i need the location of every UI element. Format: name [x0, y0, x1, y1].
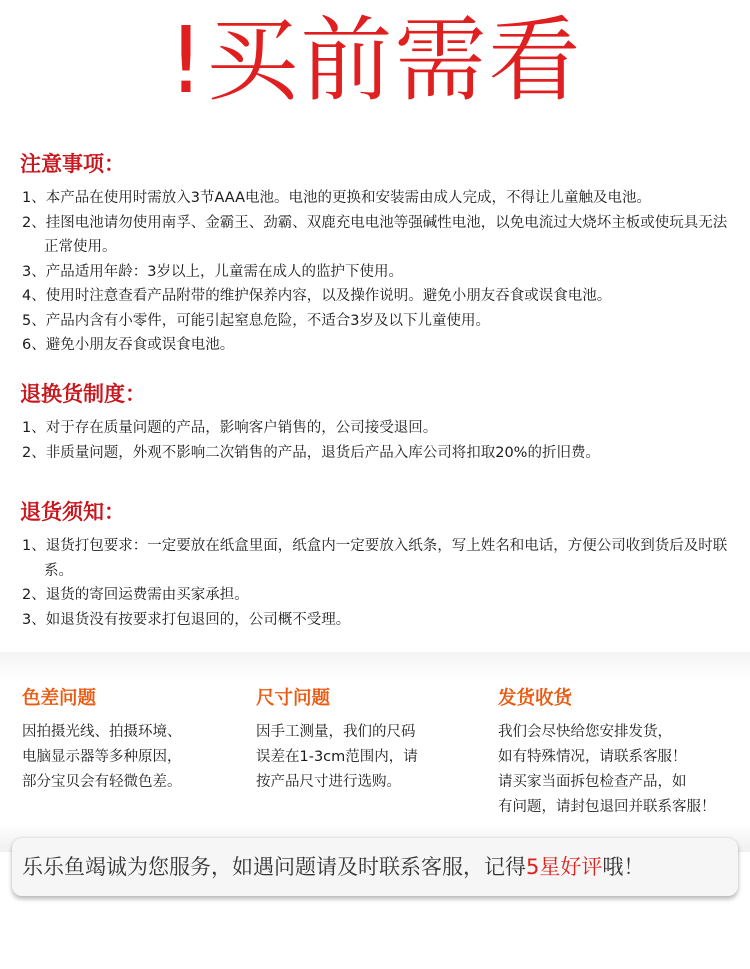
exchange-item: 2、非质量问题，外观不影响二次销售的产品，退货后产品入库公司将扣取20%的折旧费。 — [22, 444, 600, 461]
returns-item: 2、退货的寄回运费需由买家承担。 — [22, 587, 249, 603]
service-footer — [12, 838, 738, 896]
notice-item: 5、产品内含有小零件，可能引起窒息危险，不适合3岁及以下儿童使用。 — [22, 312, 490, 329]
header-banner — [0, 0, 750, 130]
notice-item: 1、本产品在使用时需放入3节AAA电池。电池的更换和安装需由成人完成，不得让儿童触及电池。 — [22, 190, 652, 206]
exchange-item: 1、对于存在质量问题的产品，影响客户销售的，公司接受退回。 — [22, 420, 438, 436]
returns-item: 1、退货打包要求：一定要放在纸盒里面，纸盒内一定要放入纸条，写上姓名和电话，方便公司收到货后及时联系。 — [22, 538, 728, 579]
notice-item: 6、避免小朋友吞食或误食电池。 — [22, 337, 235, 353]
column-title: 色差问题 — [22, 688, 97, 709]
returns-title: 退货须知： — [20, 500, 125, 524]
notice-section — [20, 148, 730, 358]
exchange-list — [20, 416, 730, 465]
column-title: 尺寸问题 — [256, 688, 331, 709]
footer-text: 乐乐鱼竭诚为您服务，如遇问题请及时联系客服，记得 — [22, 855, 526, 879]
returns-item: 3、如退货没有按要求打包退回的，公司概不受理。 — [22, 611, 351, 628]
notice-title: 注意事项： — [20, 152, 125, 176]
banner-title: !买前需看 — [167, 7, 583, 114]
footer-text-end: 哦！ — [602, 855, 645, 879]
column-text: 因手工测量，我们的尺码 误差在1-3cm范围内，请 按产品尺寸进行选购。 — [256, 724, 418, 790]
shipping-column — [498, 684, 743, 820]
color-difference-column — [22, 684, 227, 795]
size-column — [256, 684, 471, 795]
exchange-section — [20, 378, 730, 465]
returns-list — [20, 534, 730, 632]
returns-section — [20, 496, 730, 632]
notice-item: 3、产品适用年龄：3岁以上，儿童需在成人的监护下使用。 — [22, 263, 403, 280]
column-text: 因拍摄光线、拍摄环境、 电脑显示器等多种原因， 部分宝贝会有轻微色差。 — [22, 724, 182, 790]
notice-item: 4、使用时注意查看产品附带的维护保养内容，以及操作说明。避免小朋友吞食或误食电池。 — [22, 288, 612, 304]
exchange-title: 退换货制度： — [20, 382, 146, 406]
column-title: 发货收货 — [498, 688, 573, 709]
notice-list — [20, 186, 730, 358]
column-text: 我们会尽快给您安排发货， 如有特殊情况，请联系客服！ 请买家当面拆包检查产品，如 有问题，请封包退回并联系客服！ — [498, 724, 716, 815]
five-star-highlight: 5星好评 — [526, 855, 603, 879]
notice-item: 2、挂图电池请勿使用南孚、金霸王、劲霸、双鹿充电电池等强碱性电池，以免电流过大烧坏主板或使玩具无法正常使用。 — [22, 214, 728, 255]
